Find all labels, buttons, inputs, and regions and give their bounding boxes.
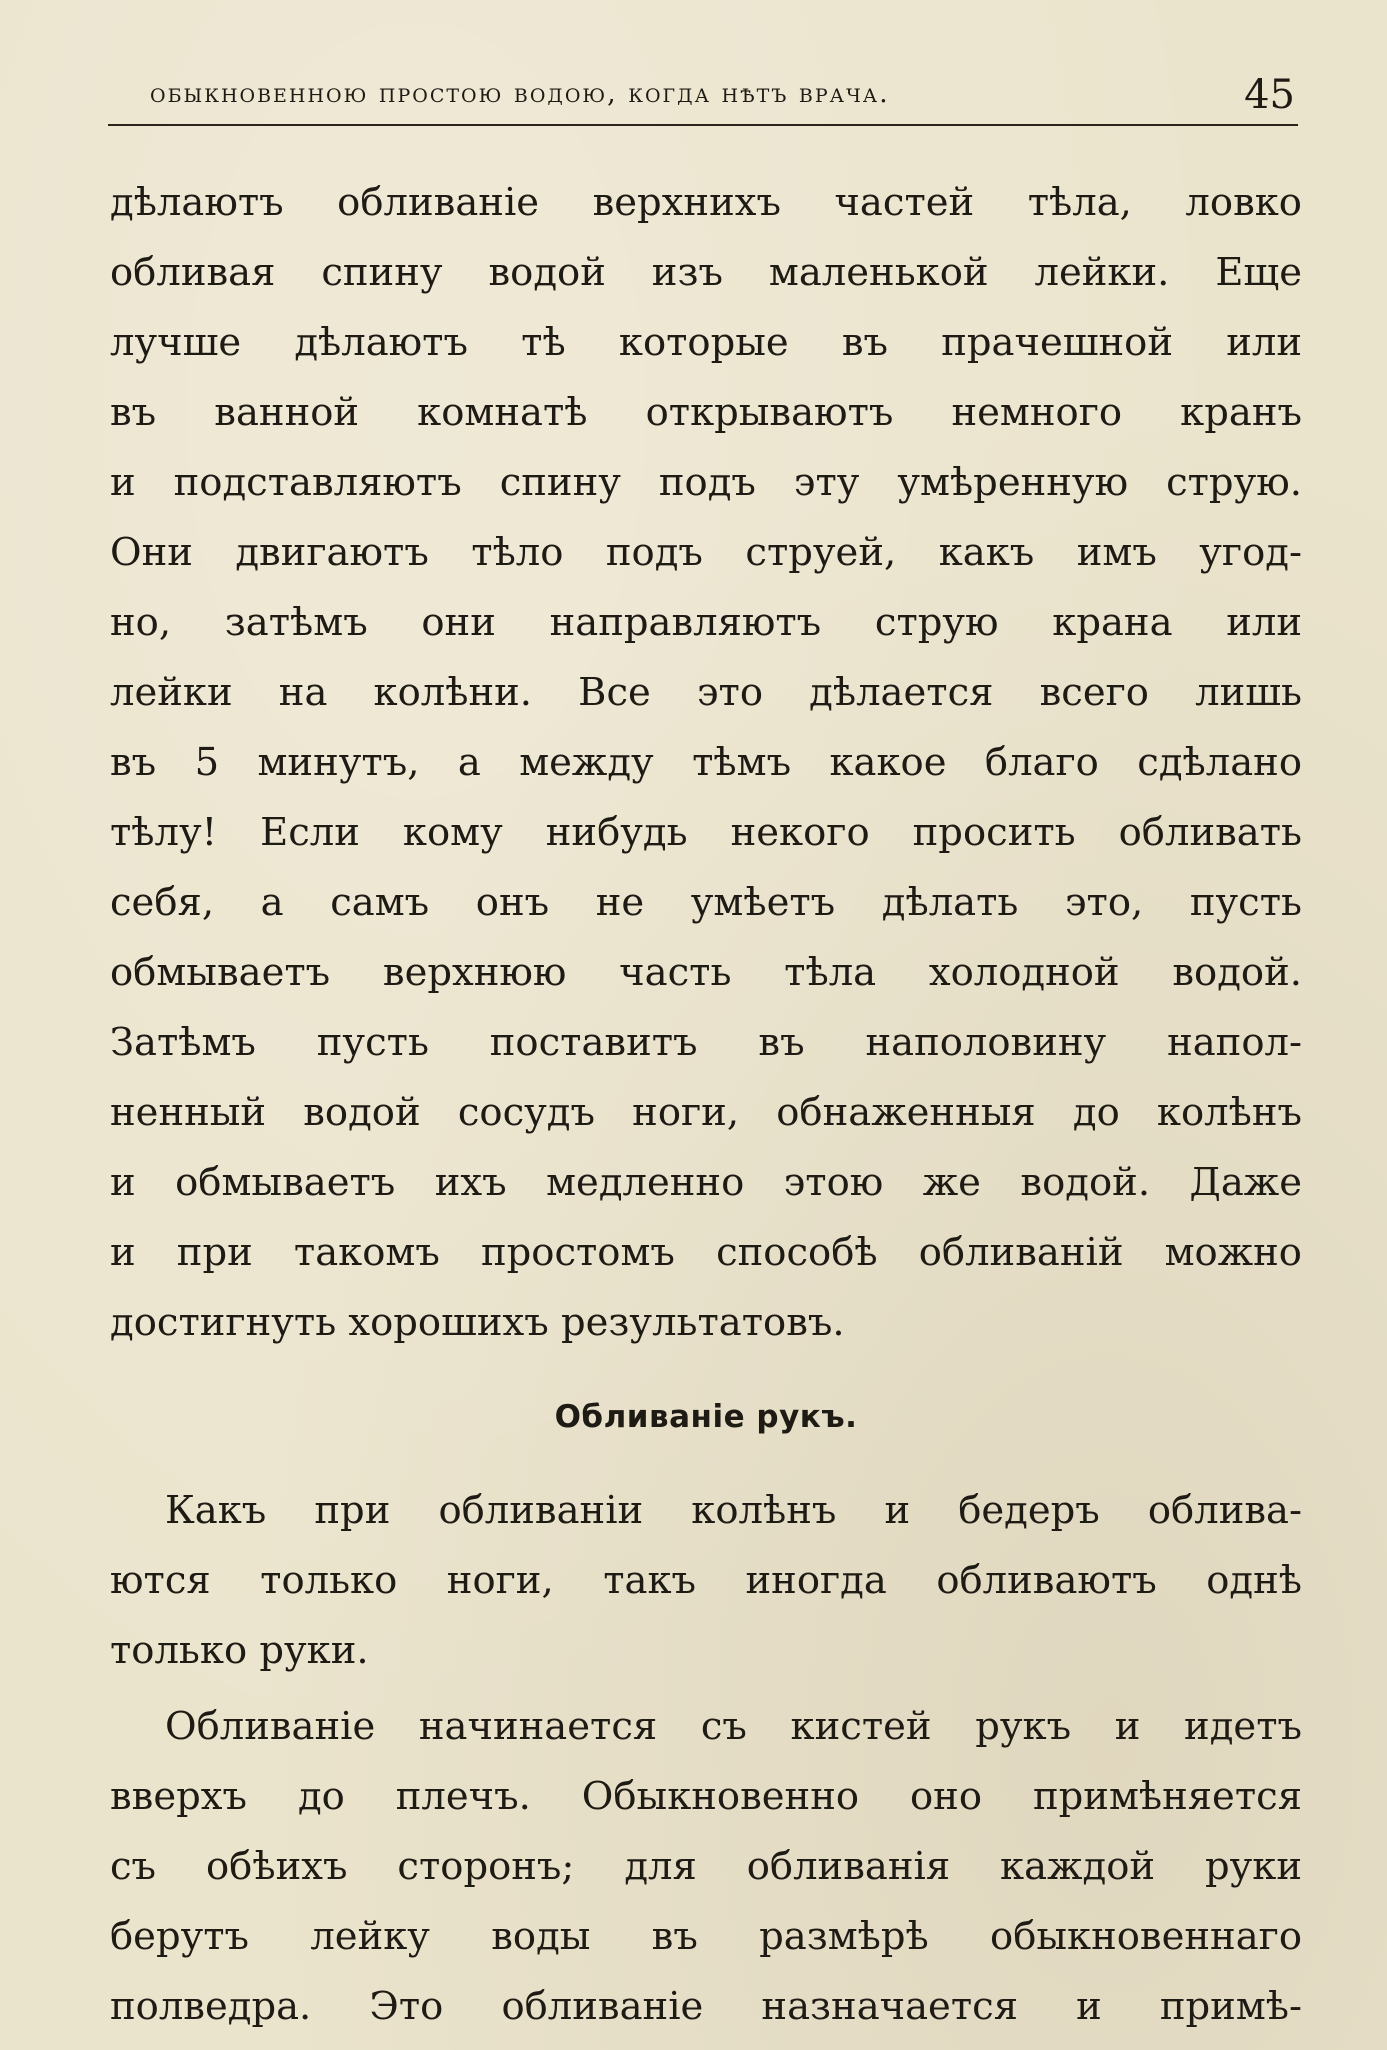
text-line: Затѣмъ пусть поставитъ въ наполовину напол-	[110, 1020, 1302, 1065]
paragraph	[110, 1692, 1302, 2042]
text-line: и при такомъ простомъ способѣ обливаній можно	[110, 1230, 1302, 1275]
text-line: и обмываетъ ихъ медленно этою же водой. Даже	[110, 1160, 1302, 1205]
running-title: обыкновенною простою водою, когда нѣтъ врача.	[150, 78, 890, 109]
text-line: съ обѣихъ сторонъ; для обливанія каждой руки	[110, 1844, 1302, 1889]
page-number: 45	[1244, 72, 1295, 118]
text-line: Обливаніе начинается съ кистей рукъ и идетъ	[165, 1704, 1302, 1749]
text-line: лейки на колѣни. Все это дѣлается всего лишь	[110, 670, 1302, 715]
text-line: берутъ лейку воды въ размѣрѣ обыкновеннаго	[110, 1914, 1302, 1959]
text-line: въ 5 минутъ, а между тѣмъ какое благо сдѣлано	[110, 740, 1302, 785]
paragraph	[110, 168, 1302, 1358]
body-text	[110, 168, 1302, 2042]
text-line: только руки.	[110, 1628, 369, 1673]
paragraph	[110, 1476, 1302, 1686]
text-line: дѣлаютъ обливаніе верхнихъ частей тѣла, ловко	[110, 180, 1302, 225]
text-line: въ ванной комнатѣ открываютъ немного кранъ	[110, 390, 1302, 435]
text-line: обливая спину водой изъ маленькой лейки. Еще	[110, 250, 1302, 295]
text-line: Они двигаютъ тѣло подъ струей, какъ имъ угод-	[110, 530, 1302, 575]
text-line: себя, а самъ онъ не умѣетъ дѣлать это, пусть	[110, 880, 1302, 925]
text-line: обмываетъ верхнюю часть тѣла холодной водой.	[110, 950, 1302, 995]
text-line: полведра. Это обливаніе назначается и примѣ-	[110, 1984, 1302, 2029]
text-line: тѣлу! Если кому нибудь некого просить обливать	[110, 810, 1302, 855]
text-line: достигнуть хорошихъ результатовъ.	[110, 1300, 845, 1345]
text-line: Какъ при обливаніи колѣнъ и бедеръ облива-	[165, 1488, 1302, 1533]
text-line: но, затѣмъ они направляютъ струю крана или	[110, 600, 1302, 645]
text-line: и подставляютъ спину подъ эту умѣренную струю.	[110, 460, 1302, 505]
section-heading: Обливаніе рукъ.	[554, 1399, 858, 1435]
text-line: ненный водой сосудъ ноги, обнаженныя до колѣнъ	[110, 1090, 1302, 1135]
text-line: вверхъ до плечъ. Обыкновенно оно примѣняется	[110, 1774, 1302, 1819]
running-head	[150, 72, 1300, 122]
text-line: ются только ноги, такъ иногда обливаютъ однѣ	[110, 1558, 1302, 1603]
header-rule	[108, 124, 1298, 126]
text-line: лучше дѣлаютъ тѣ которые въ прачешной или	[110, 320, 1302, 365]
